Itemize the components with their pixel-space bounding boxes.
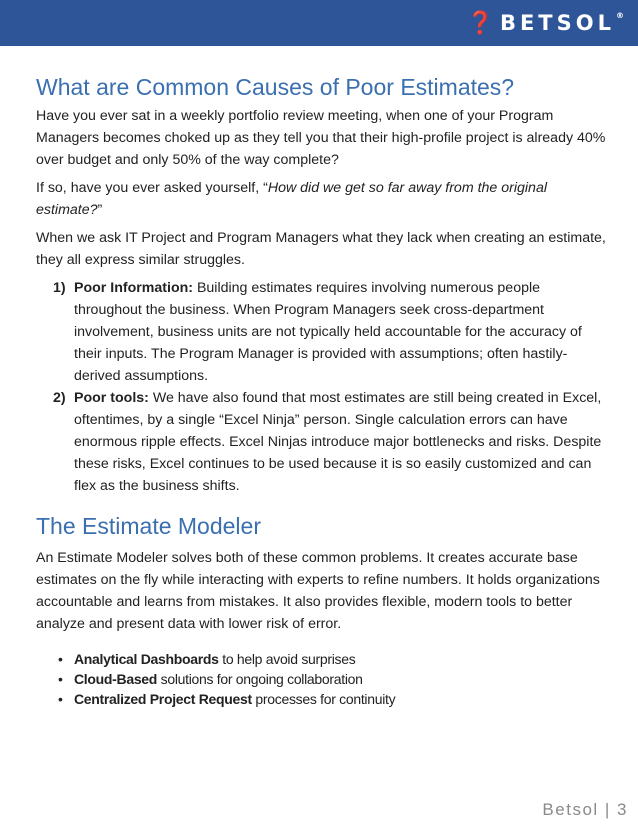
page-content bbox=[36, 72, 608, 709]
struggles-paragraph: When we ask IT Project and Program Managers what they lack when creating an estimate, they all express similar struggles. bbox=[36, 230, 606, 268]
header-bar bbox=[0, 0, 638, 46]
features-list bbox=[36, 649, 608, 709]
list-term: Poor tools: bbox=[74, 390, 149, 406]
logo-text: BETSOL bbox=[499, 11, 615, 35]
causes-list bbox=[36, 277, 608, 497]
list-number: 2) bbox=[53, 390, 66, 406]
page-footer: Betsol | 3 bbox=[542, 800, 628, 819]
list-item-poor-tools bbox=[36, 387, 608, 497]
intro-paragraph: Have you ever sat in a weekly portfolio review meeting, when one of your Program Managers becomes choked up as they tell you that their high-profile project is already 40% over budget and only 50% of the way complete? bbox=[36, 108, 606, 168]
bullet-icon: • bbox=[58, 651, 63, 667]
list-term: Analytical Dashboards bbox=[74, 651, 219, 667]
list-text: Building estimates requires involving numerous people throughout the business. When Program Managers seek cross-department involvement, business units are not typically held accountable for the accuracy of their inputs. The Program Manager is provided with assumptions; often hastily-derived assumptions. bbox=[74, 280, 582, 384]
question-lead: If so, have you ever asked yourself, “ bbox=[36, 180, 268, 196]
list-item-project-request bbox=[36, 689, 608, 709]
list-text: solutions for ongoing collaboration bbox=[157, 671, 363, 687]
list-text: We have also found that most estimates are still being created in Excel, oftentimes, by a single “Excel Ninja” person. Single calculation errors can have enormous ripple effects. Excel Ninjas introduce major bottlenecks and risks. Despite these risks, Excel continues to be used because it is so easily customized and can flex as the business shifts. bbox=[74, 390, 602, 494]
bullet-icon: • bbox=[58, 671, 63, 687]
bullet-icon: • bbox=[58, 691, 63, 707]
list-number: 1) bbox=[53, 280, 66, 296]
logo-mark-icon: ❓ bbox=[466, 10, 494, 36]
list-text: to help avoid surprises bbox=[218, 651, 356, 667]
list-term: Poor Information: bbox=[74, 280, 194, 296]
registered-mark: ® bbox=[616, 11, 624, 20]
question-quote: How did we get so far away from the original estimate? bbox=[36, 180, 547, 218]
section-heading-causes: What are Common Causes of Poor Estimates? bbox=[36, 74, 515, 100]
list-term: Centralized Project Request bbox=[74, 691, 252, 707]
list-item-dashboards bbox=[36, 649, 608, 669]
question-tail: ” bbox=[97, 202, 103, 218]
question-paragraph bbox=[36, 177, 608, 221]
modeler-paragraph: An Estimate Modeler solves both of these common problems. It creates accurate base estimates on the fly while interacting with experts to refine numbers. It holds organizations accountable and learns from mistakes. It also provides flexible, modern tools to better analyze and present data with lower risk of error. bbox=[36, 550, 600, 632]
list-item-poor-information bbox=[36, 277, 608, 387]
list-item-cloud bbox=[36, 669, 608, 689]
list-term: Cloud-Based bbox=[74, 671, 158, 687]
section-heading-estimate-modeler: The Estimate Modeler bbox=[36, 513, 261, 539]
betsol-logo bbox=[467, 10, 624, 36]
list-text: processes for continuity bbox=[251, 691, 396, 707]
